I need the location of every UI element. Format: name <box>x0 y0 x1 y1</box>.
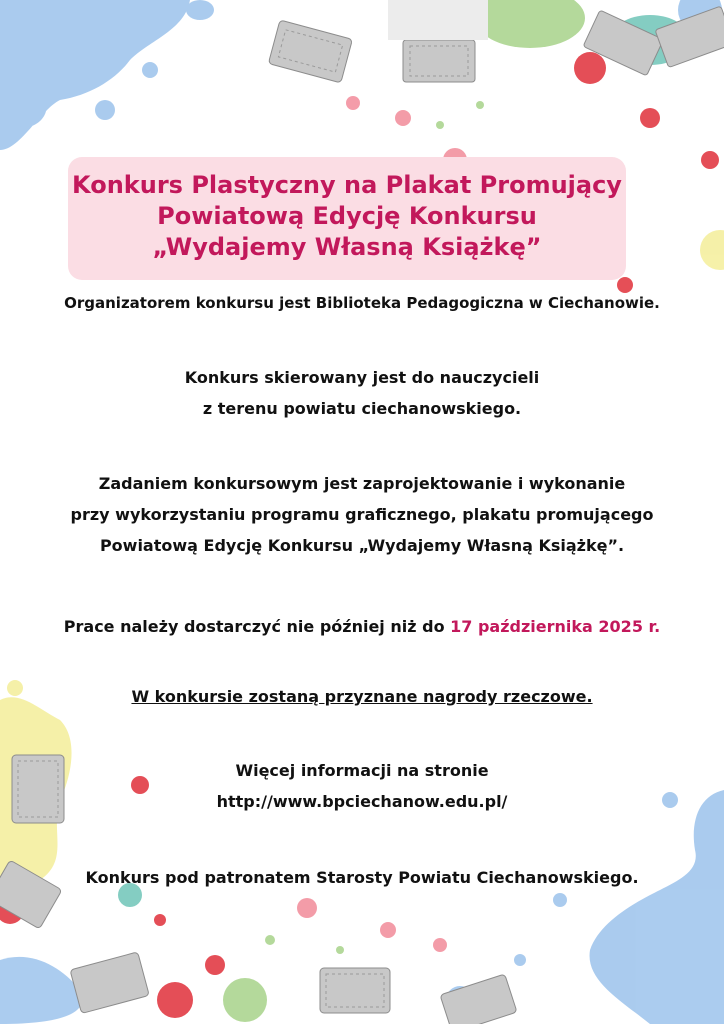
patronage-text <box>0 862 724 893</box>
organizer-text <box>0 288 724 319</box>
task-line-1: Zadaniem konkursowym jest zaprojektowanie i wykonanie <box>98 474 626 493</box>
task-line-3: Powiatową Edycję Konkursu „Wydajemy Własną Książkę”. <box>99 536 625 555</box>
deadline-prefix: Prace należy dostarczyć nie później niż do <box>63 617 451 636</box>
more-info-label: Więcej informacji na stronie <box>235 761 489 780</box>
patronage-line: Konkurs pod patronatem Starosty Powiatu Ciechanowskiego. <box>85 868 639 887</box>
title-line-3: „Wydajemy Własną Książkę” <box>152 233 542 261</box>
task-line-2: przy wykorzystaniu programu graficznego, plakatu promującego <box>70 505 654 524</box>
paint-tube-caps-bottom <box>70 952 517 1024</box>
audience-line-1: Konkurs skierowany jest do nauczycieli <box>184 368 540 387</box>
poster-title <box>68 170 626 263</box>
task-text <box>0 468 724 561</box>
prizes-text <box>0 681 724 712</box>
prizes-line: W konkursie zostaną przyznane nagrody rzeczowe. <box>131 687 593 706</box>
title-line-2: Powiatową Edycję Konkursu <box>157 202 537 230</box>
organizer-line: Organizatorem konkursu jest Biblioteka Pedagogiczna w Ciechanowie. <box>64 294 660 312</box>
blue-splash-top-left <box>0 0 214 150</box>
deadline-date: 17 października 2025 r. <box>450 617 661 636</box>
deadline-text <box>0 611 724 642</box>
more-info-text <box>0 755 724 817</box>
title-line-1: Konkurs Plastyczny na Plakat Promujący <box>72 171 622 199</box>
website-link[interactable]: http://www.bpciechanow.edu.pl/ <box>216 792 508 811</box>
audience-text <box>0 362 724 424</box>
audience-line-2: z terenu powiatu ciechanowskiego. <box>202 399 522 418</box>
